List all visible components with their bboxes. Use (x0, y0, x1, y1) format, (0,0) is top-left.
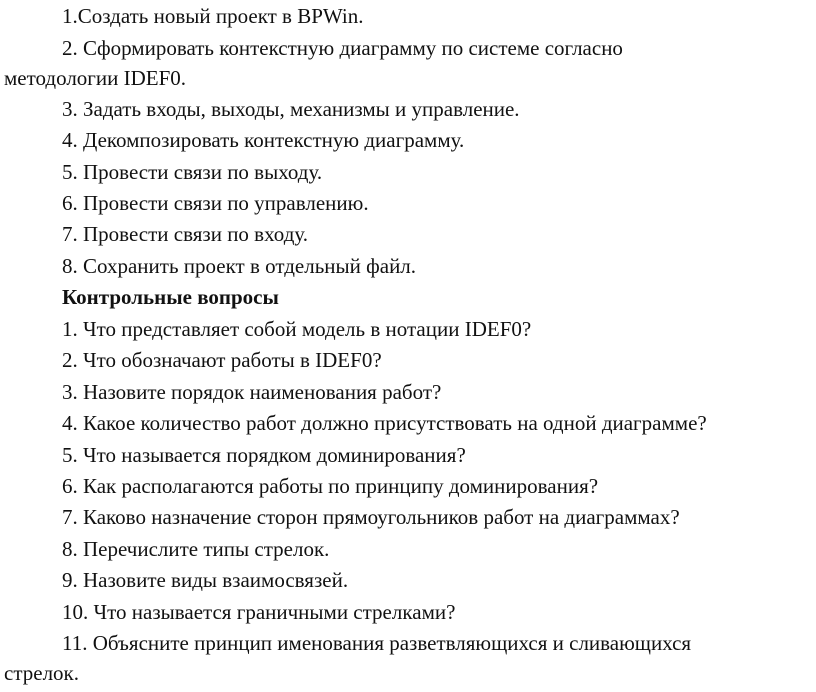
step-3: 3. Задать входы, выходы, механизмы и управление. (62, 97, 520, 121)
question-11-continuation: стрелок. (4, 661, 80, 685)
question-10: 10. Что называется граничными стрелками? (62, 600, 456, 624)
question-1: 1. Что представляет собой модель в нотации IDEF0? (62, 317, 532, 341)
step-2: 2. Сформировать контекстную диаграмму по системе согласно (62, 36, 623, 60)
step-2-continuation: методологии IDEF0. (4, 66, 187, 90)
step-4: 4. Декомпозировать контекстную диаграмму. (62, 128, 465, 152)
step-5: 5. Провести связи по выходу. (62, 160, 323, 184)
questions-heading: Контрольные вопросы (62, 285, 279, 309)
step-8: 8. Сохранить проект в отдельный файл. (62, 254, 417, 278)
question-9: 9. Назовите виды взаимосвязей. (62, 568, 349, 592)
question-5: 5. Что называется порядком доминирования? (62, 443, 466, 467)
question-4: 4. Какое количество работ должно присутствовать на одной диаграмме? (62, 411, 707, 435)
question-8: 8. Перечислите типы стрелок. (62, 537, 330, 561)
question-2: 2. Что обозначают работы в IDEF0? (62, 348, 382, 372)
question-7: 7. Каково назначение сторон прямоугольников работ на диаграммах? (62, 505, 680, 529)
step-6: 6. Провести связи по управлению. (62, 191, 369, 215)
step-1: 1.Создать новый проект в BPWin. (62, 4, 364, 28)
question-3: 3. Назовите порядок наименования работ? (62, 380, 442, 404)
step-7: 7. Провести связи по входу. (62, 222, 309, 246)
question-6: 6. Как располагаются работы по принципу доминирования? (62, 474, 599, 498)
question-11: 11. Объясните принцип именования разветвляющихся и сливающихся (62, 631, 692, 655)
